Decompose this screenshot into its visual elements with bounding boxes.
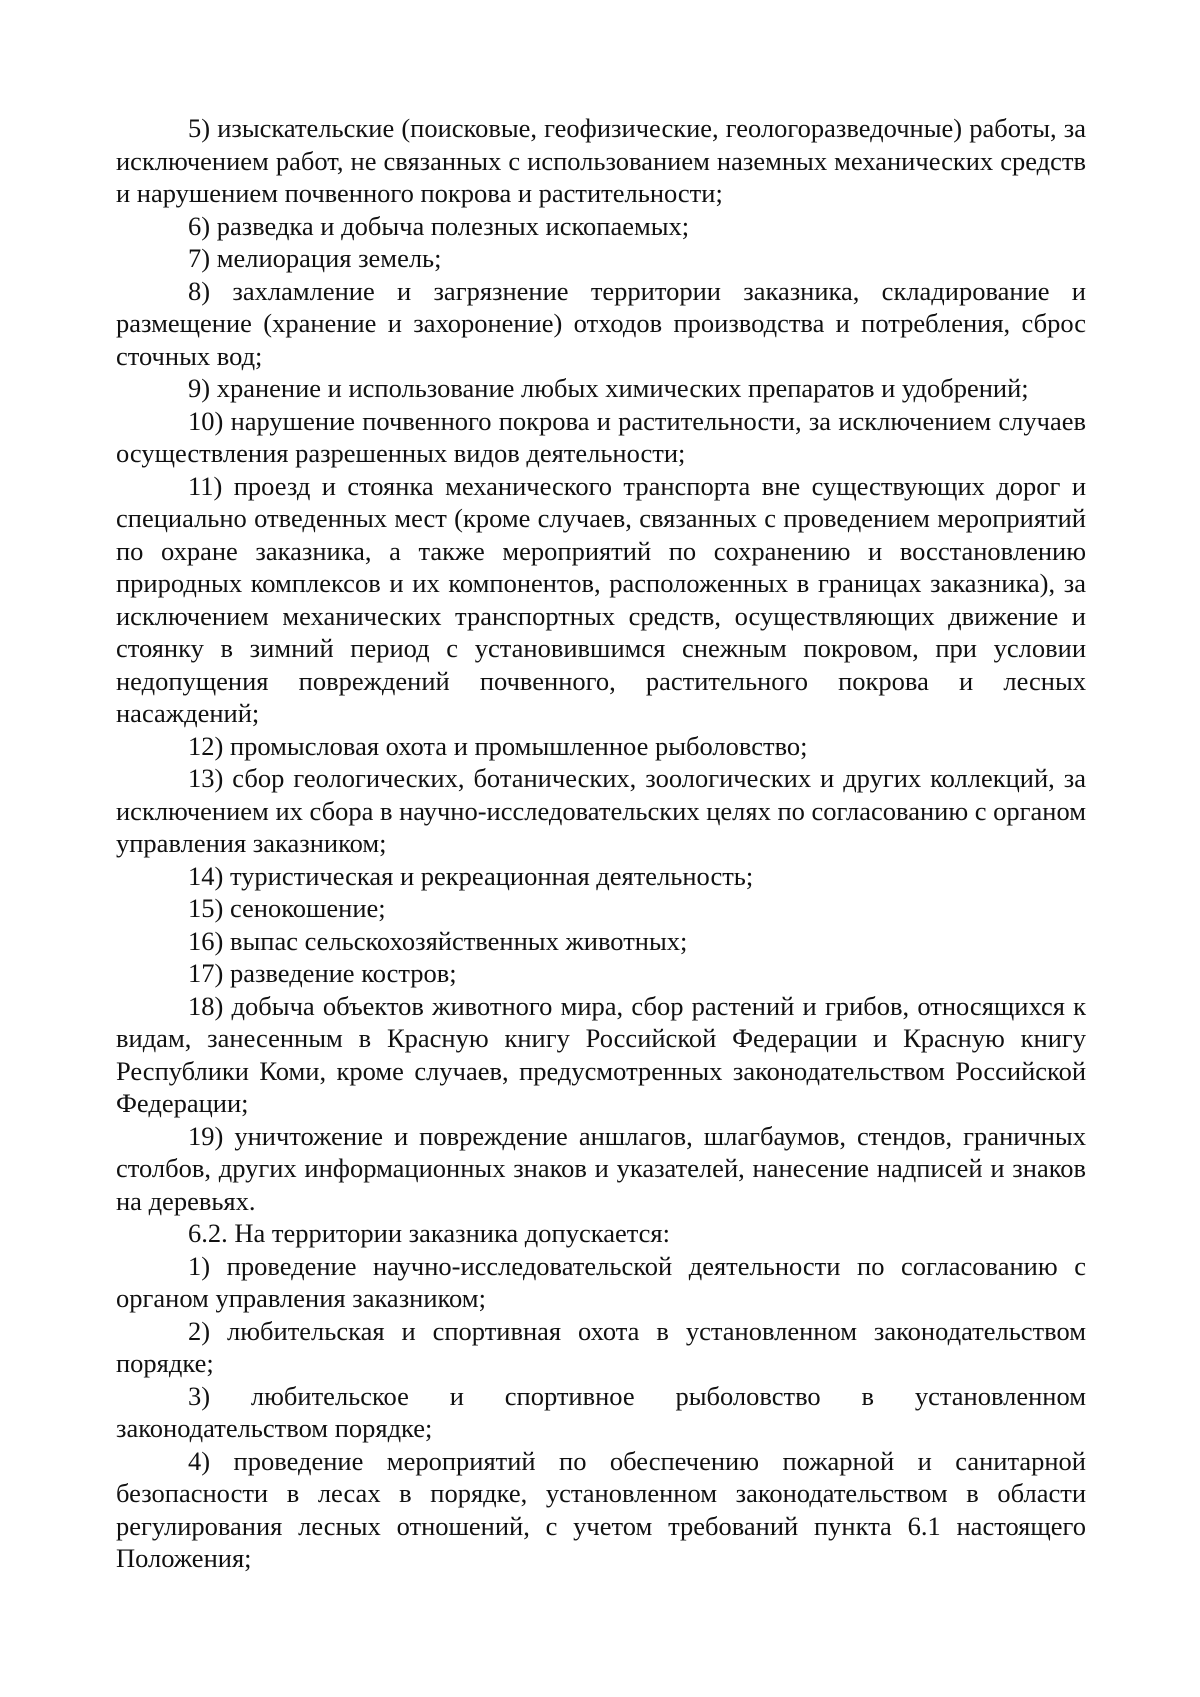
paragraph-item-6: 6) разведка и добыча полезных ископаемых; bbox=[188, 210, 690, 241]
paragraph-item-8: 8) захламление и загрязнение территории заказника, складирование и размещение (хранение и захоронение) отходов производства и потребления, сброс сточных вод; bbox=[116, 275, 1086, 371]
paragraph-item-12: 12) промысловая охота и промышленное рыболовство; bbox=[188, 730, 808, 761]
paragraph-allowed-3: 3) любительское и спортивное рыболовство в установленном законодательством порядке; bbox=[116, 1380, 1086, 1443]
paragraph-item-14: 14) туристическая и рекреационная деятельность; bbox=[188, 860, 754, 891]
paragraph-item-17: 17) разведение костров; bbox=[188, 958, 457, 988]
paragraph-item-18: 18) добыча объектов животного мира, сбор растений и грибов, относящихся к видам, занесенным в Красную книгу Российской Федерации и Красную книгу Республики Коми, кроме случаев, предусмотренных законодательством Российской Федерации; bbox=[116, 990, 1086, 1118]
paragraph-item-19: 19) уничтожение и повреждение аншлагов, шлагбаумов, стендов, граничных столбов, других информационных знаков и указателей, нанесение надписей и знаков на деревьях. bbox=[116, 1120, 1086, 1216]
paragraph-item-5: 5) изыскательские (поисковые, геофизические, геологоразведочные) работы, за исключением работ, не связанных с использованием наземных механических средств и нарушением почвенного покрова и растительности; bbox=[116, 113, 1086, 208]
document-page bbox=[116, 112, 1086, 1575]
paragraph-item-15: 15) сенокошение; bbox=[188, 893, 386, 923]
paragraph-allowed-1: 1) проведение научно-исследовательской деятельности по согласованию с органом управления заказником; bbox=[116, 1250, 1086, 1313]
paragraph-item-11: 11) проезд и стоянка механического транспорта вне существующих дорог и специально отведенных мест (кроме случаев, связанных с проведением мероприятий по охране заказника, а также мероприятий по сохранению и восстановлению природных комплексов и их компонентов, расположенных в границах заказника), за исключением механических транспортных средств, осуществляющих движение и стоянку в зимний период с установившимся снежным покровом, при условии недопущения повреждений почвенного, растительного покрова и лесных насаждений; bbox=[116, 470, 1086, 728]
section-heading-6-2: 6.2. На территории заказника допускается: bbox=[188, 1218, 670, 1248]
paragraph-item-16: 16) выпас сельскохозяйственных животных; bbox=[188, 925, 688, 956]
paragraph-item-7: 7) мелиорация земель; bbox=[188, 243, 442, 273]
paragraph-item-9: 9) хранение и использование любых химических препаратов и удобрений; bbox=[188, 373, 1029, 403]
paragraph-allowed-4: 4) проведение мероприятий по обеспечению пожарной и санитарной безопасности в лесах в порядке, установленном законодательством в области регулирования лесных отношений, с учетом требований пункта 6.1 настоящего Положения; bbox=[116, 1445, 1086, 1573]
paragraph-item-13: 13) сбор геологических, ботанических, зоологических и других коллекций, за исключением их сбора в научно-исследовательских целях по согласованию с органом управления заказником; bbox=[116, 763, 1086, 858]
paragraph-item-10: 10) нарушение почвенного покрова и растительности, за исключением случаев осуществления разрешенных видов деятельности; bbox=[116, 405, 1086, 468]
paragraph-allowed-2: 2) любительская и спортивная охота в установленном законодательством порядке; bbox=[116, 1315, 1086, 1378]
